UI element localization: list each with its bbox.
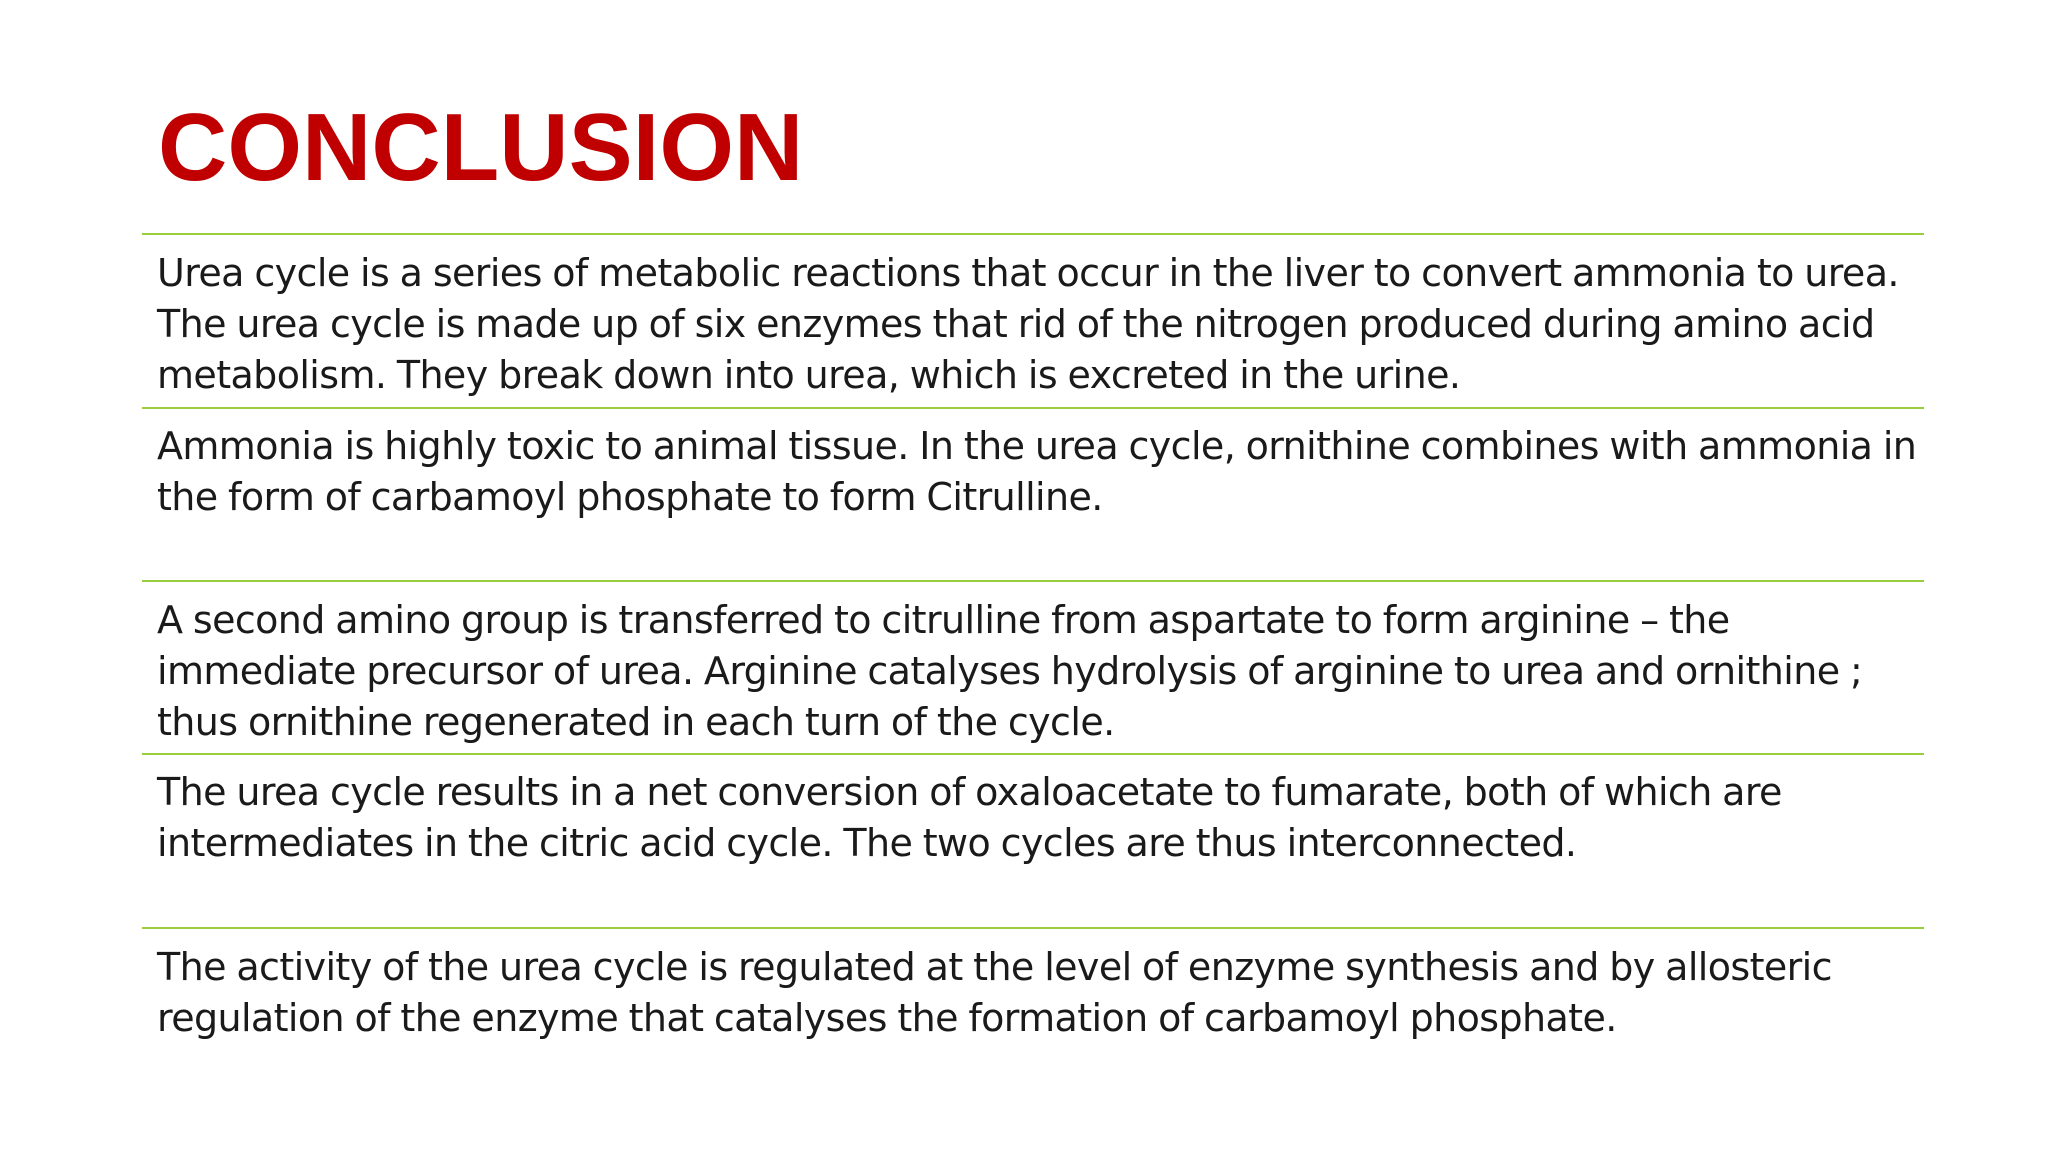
paragraph-urea-cycle-definition: Urea cycle is a series of metabolic reactions that occur in the liver to convert ammonia to urea. The urea cycle is made up of six enzymes that rid of the nitrogen produced during amino acid metabolism. They break down into urea, which is excreted in the urine. — [157, 251, 1899, 397]
divider-line — [142, 407, 1924, 409]
paragraph-ammonia-toxicity: Ammonia is highly toxic to animal tissue. In the urea cycle, ornithine combines with ammonia in the form of carbamoyl phosphate to form Citrulline. — [157, 424, 1917, 519]
paragraph-regulation: The activity of the urea cycle is regulated at the level of enzyme synthesis and by allosteric regulation of the enzyme that catalyses the formation of carbamoyl phosphate. — [157, 945, 1832, 1040]
divider-line — [142, 233, 1924, 235]
divider-line — [142, 927, 1924, 929]
paragraph-arginine-formation: A second amino group is transferred to citrulline from aspartate to form arginine – the immediate precursor of urea. Arginine catalyses hydrolysis of arginine to urea and ornithine ; thus ornithine regenerated in each turn of the cycle. — [157, 598, 1863, 744]
divider-line — [142, 753, 1924, 755]
divider-line — [142, 580, 1924, 582]
slide-title: CONCLUSION — [158, 94, 804, 201]
paragraph-citric-acid-link: The urea cycle results in a net conversion of oxaloacetate to fumarate, both of which are intermediates in the citric acid cycle. The two cycles are thus interconnected. — [157, 770, 1782, 865]
